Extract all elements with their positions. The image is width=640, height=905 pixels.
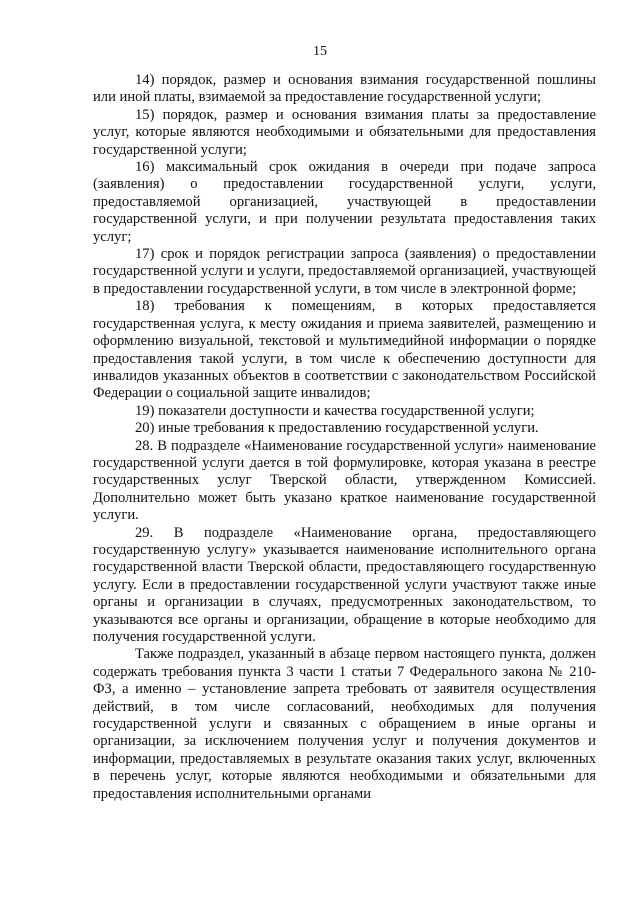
document-body <box>93 72 596 803</box>
paragraph-item-15: 15) порядок, размер и основания взимания платы за предоставление услуг, которые являются необходимыми и обязательными для предоставления государственной услуги; <box>93 106 596 158</box>
page-number: 15 <box>313 44 327 59</box>
paragraph-item-18: 18) требования к помещениям, в которых предоставляется государственная услуга, к месту ожидания и приема заявителей, размещению и оформлению визуальной, текстовой и мультимедийной информации о порядке предоставления такой услуги, в том числе к обеспечению доступности для инвалидов указанных объектов в соответствии с законодательством Российской Федерации о социальной защите инвалидов; <box>93 298 596 402</box>
paragraph-item-17: 17) срок и порядок регистрации запроса (заявления) о предоставлении государственной услуги и услуги, предоставляемой организацией, участвующей в предоставлении государственной услуги, в том числе в электронной форме; <box>93 246 596 297</box>
paragraph-item-20: 20) иные требования к предоставлению государственной услуги. <box>135 420 539 437</box>
paragraph-item-19: 19) показатели доступности и качества государственной услуги; <box>135 402 535 419</box>
paragraph-clause-28: 28. В подразделе «Наименование государственной услуги» наименование государственной услуги дается в той формулировке, которая указана в реестре государственных услуг Тверской области, утвержденном Комиссией. Дополнительно может быть указано краткое наименование государственной услуги. <box>93 437 596 524</box>
paragraph-clause-29-continuation: Также подраздел, указанный в абзаце первом настоящего пункта, должен содержать требования пункта 3 части 1 статьи 7 Федерального закона № 210-ФЗ, а именно – установление запрета требовать от заявителя осуществления действий, в том числе согласований, необходимых для получения государственной услуги и связанных с обращением в иные органы и организации, за исключением получения услуг и получения документов и информации, предоставляемых в результате оказания таких услуг, включенных в перечень услуг, которые являются необходимыми и обязательными для предоставления исполнительными органами <box>93 646 596 802</box>
paragraph-clause-29: 29. В подразделе «Наименование органа, предоставляющего государственную услугу» указывается наименование исполнительного органа государственной власти Тверской области, предоставляющего государственную услугу. Если в предоставлении государственной услуги участвуют также иные органы и организации в случаях, предусмотренных законодательством, то указываются все органы и организации, обращение в которые необходимо для получения государственной услуги. <box>93 524 596 645</box>
paragraph-item-14: 14) порядок, размер и основания взимания государственной пошлины или иной платы, взимаемой за предоставление государственной услуги; <box>93 72 596 106</box>
paragraph-item-16: 16) максимальный срок ожидания в очереди при подаче запроса (заявления) о предоставлении государственной услуги, услуги, предоставляемой организацией, участвующей в предоставлении государственной услуги, и при получении результата предоставления таких услуг; <box>93 159 596 245</box>
